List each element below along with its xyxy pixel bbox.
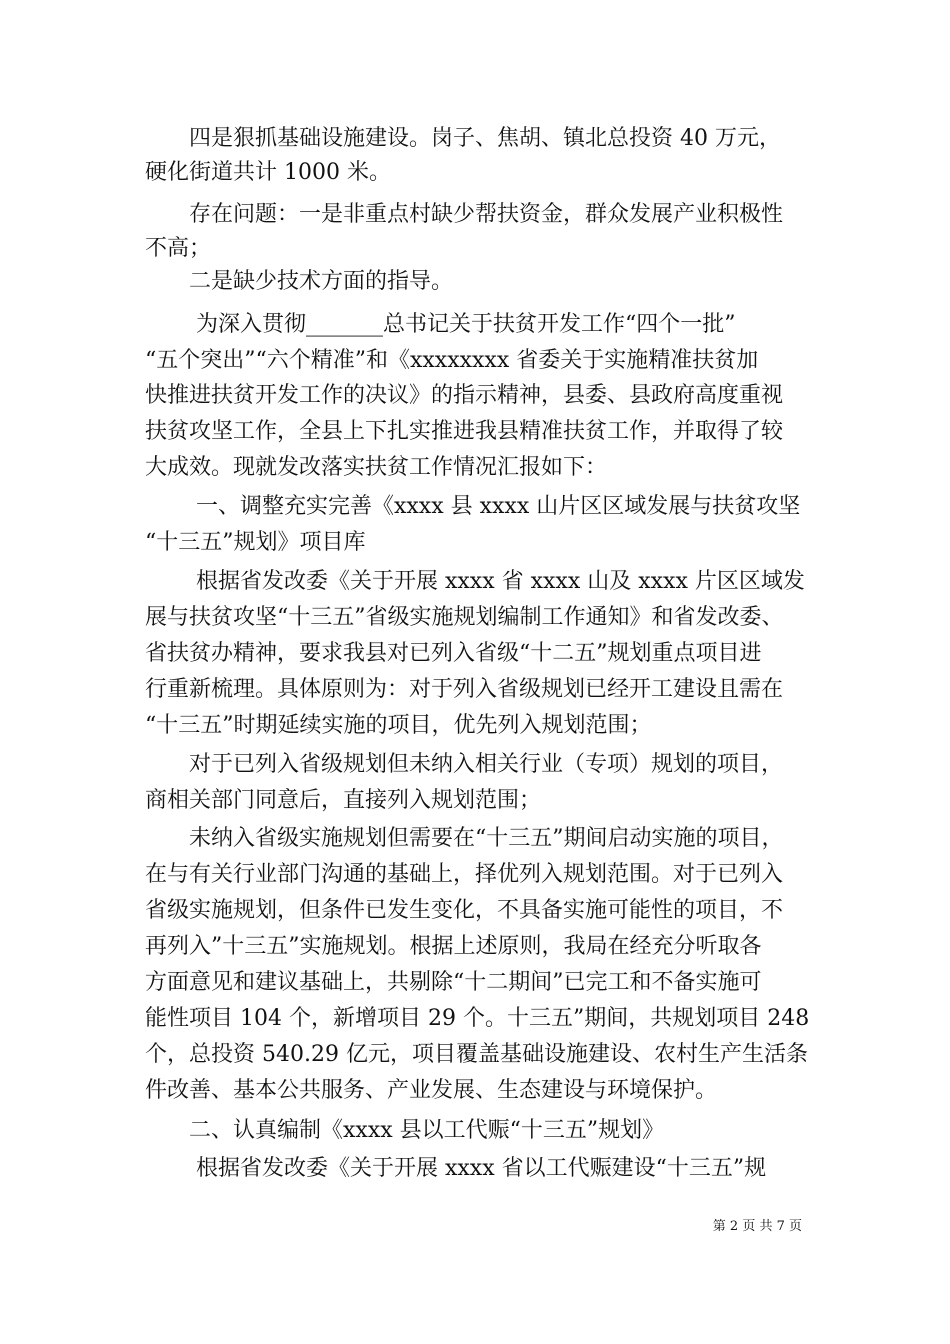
text-line: 方面意见和建议基础上，共剔除“十二期间”已完工和不备实施可 (145, 970, 762, 995)
text-line: 根据省发改委《关于开展 xxxx 省以工代赈建设“十三五”规 (145, 1156, 767, 1181)
text-line: 四是狠抓基础设施建设。岗子、焦胡、镇北总投资 40 万元， (145, 126, 781, 151)
text-line: 大成效。现就发改落实扶贫工作情况汇报如下： (145, 455, 608, 480)
text-line: 省级实施规划，但条件已发生变化，不具备实施可能性的项目，不 (145, 898, 784, 923)
page-number: 第 2 页 共 7 页 (712, 1219, 802, 1234)
text-line: 不高； (145, 236, 212, 261)
section-heading: “十三五”规划》项目库 (145, 530, 366, 555)
text-line: “五个突出”“六个精准”和《xxxxxxxx 省委关于实施精准扶贫加 (145, 348, 759, 373)
text-line: 在与有关行业部门沟通的基础上，择优列入规划范围。对于已列入 (145, 862, 784, 887)
text-line: 为深入贯彻_______总书记关于扶贫开发工作“四个一批” (145, 312, 736, 337)
text-line: 硬化街道共计 1000 米。 (145, 160, 391, 185)
text-line: 根据省发改委《关于开展 xxxx 省 xxxx 山及 xxxx 片区区域发 (145, 569, 805, 594)
text-line: 商相关部门同意后，直接列入规划范围； (145, 788, 542, 813)
text-line: 二是缺少技术方面的指导。 (145, 269, 454, 294)
text-line: 对于已列入省级规划但未纳入相关行业（专项）规划的项目， (145, 752, 784, 777)
text-line: 扶贫攻坚工作，全县上下扎实推进我县精准扶贫工作，并取得了较 (145, 419, 784, 444)
text-line: 展与扶贫攻坚“十三五”省级实施规划编制工作通知》和省发改委、 (145, 605, 784, 630)
text-line: 能性项目 104 个，新增项目 29 个。十三五”期间，共规划项目 248 (145, 1006, 810, 1031)
text-line: 个，总投资 540.29 亿元，项目覆盖基础设施建设、农村生产生活条 (145, 1042, 808, 1067)
text-line: 存在问题：一是非重点村缺少帮扶资金，群众发展产业积极性 (145, 202, 784, 227)
section-heading: 一、调整充实完善《xxxx 县 xxxx 山片区区域发展与扶贫攻坚 (145, 494, 801, 519)
text-line: 再列入”十三五”实施规划。根据上述原则，我局在经充分听取各 (145, 934, 762, 959)
text-line: 行重新梳理。具体原则为：对于列入省级规划已经开工建设且需在 (145, 677, 784, 702)
section-heading: 二、认真编制《xxxx 县以工代赈“十三五”规划》 (145, 1118, 665, 1143)
text-line: 件改善、基本公共服务、产业发展、生态建设与环境保护。 (145, 1078, 718, 1103)
text-line: 省扶贫办精神，要求我县对已列入省级“十二五”规划重点项目进 (145, 641, 762, 666)
text-line: 未纳入省级实施规划但需要在“十三五”期间启动实施的项目， (145, 826, 784, 851)
text-line: 快推进扶贫开发工作的决议》的指示精神，县委、县政府高度重视 (145, 383, 784, 408)
text-line: “十三五”时期延续实施的项目，优先列入规划范围； (145, 713, 652, 738)
